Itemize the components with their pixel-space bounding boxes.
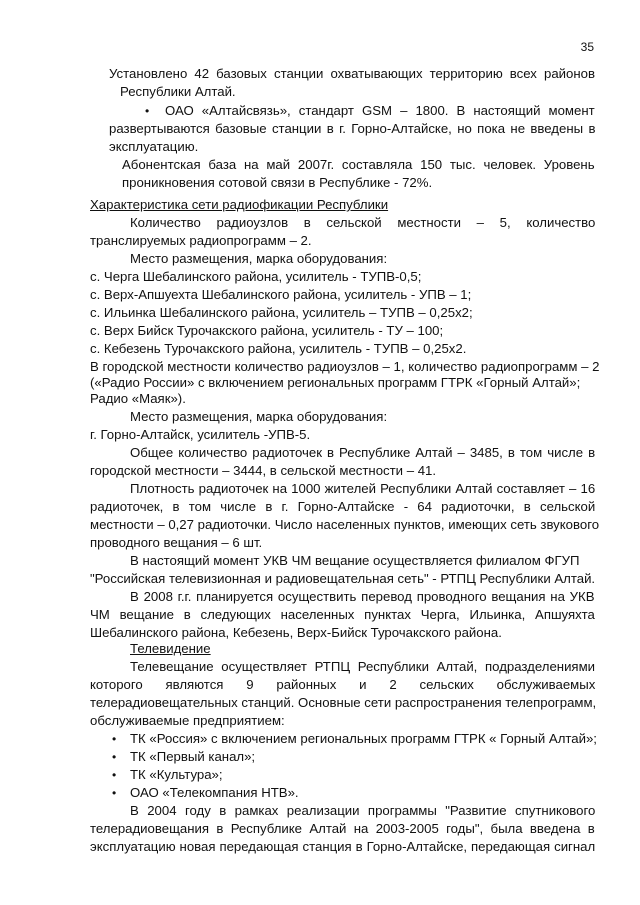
- plan-line-2: ЧМ вещание в следующих населенных пунктах Черга, Ильинка, Апшуяхта: [90, 607, 595, 622]
- tv-line-1: Телевещание осуществляет РТПЦ Республики Алтай, подразделениями: [130, 659, 596, 674]
- density-line-4: проводного вещания – 6 шт.: [90, 535, 263, 550]
- radio-station-item: с. Черга Шебалинского района, усилитель - ТУПВ-0,5;: [90, 269, 422, 284]
- tv-section-heading: Телевидение: [130, 641, 211, 656]
- ukv-line-1: В настоящий момент УКВ ЧМ вещание осуществляется филиалом ФГУП: [130, 553, 580, 568]
- bullet-icon: •: [112, 732, 117, 746]
- plan-line-1: В 2008 г.г. планируется осуществить перевод проводного вещания на УКВ: [130, 589, 595, 604]
- urban-line-3: Радио «Маяк»).: [90, 391, 186, 406]
- intro-line-2: Республики Алтай.: [120, 84, 236, 99]
- bullet-icon: •: [112, 768, 117, 782]
- radio-line-3: Место размещения, марка оборудования:: [130, 251, 388, 266]
- ukv-line-2: "Российская телевизионная и радиовещательная сеть" - РТПЦ Республики Алтай.: [90, 571, 596, 586]
- intro-line-1: Установлено 42 базовых станции охватывающих территорию всех районов: [109, 66, 595, 81]
- radio-station-item: с. Верх Бийск Турочакского района, усилитель - ТУ – 100;: [90, 323, 444, 338]
- satellite-line-1: В 2004 году в рамках реализации программы "Развитие спутникового: [130, 803, 596, 818]
- tv-channel-item: ТК «Россия» с включением региональных программ ГТРК « Горный Алтай»;: [130, 731, 597, 746]
- density-line-1: Плотность радиоточек на 1000 жителей Республики Алтай составляет – 16: [130, 481, 596, 496]
- radio-station-item: с. Верх-Апшуехта Шебалинского района, усилитель - УПВ – 1;: [90, 287, 472, 302]
- density-line-2: радиоточек, в том числе в г. Горно-Алтайске - 64 радиоточки, в сельской: [90, 499, 596, 514]
- tv-channel-item: ТК «Первый канал»;: [130, 749, 256, 764]
- total-line-2: городской местности – 3444, в сельской местности – 41.: [90, 463, 437, 478]
- subscribers-line-1: Абонентская база на май 2007г. составляла 150 тыс. человек. Уровень: [122, 157, 595, 172]
- bullet-icon: •: [112, 786, 117, 800]
- altaisvyaz-line-1: ОАО «Алтайсвязь», стандарт GSM – 1800. В настоящий момент: [165, 103, 595, 118]
- radio-station-item: с. Кебезень Турочакского района, усилитель - ТУПВ – 0,25х2.: [90, 341, 467, 356]
- tv-line-3: телерадиовещательных станций. Основные сети распространения телепрограмм,: [90, 695, 597, 710]
- density-line-3: местности – 0,27 радиоточки. Число населенных пунктов, имеющих сеть звукового: [90, 517, 600, 532]
- page-number: 35: [580, 40, 594, 54]
- radio-line-1: Количество радиоузлов в сельской местности – 5, количество: [130, 215, 596, 230]
- satellite-line-2: телерадиовещания в Республике Алтай на 2003-2005 годы", была введена в: [90, 821, 595, 836]
- urban-station-item: г. Горно-Алтайск, усилитель -УПВ-5.: [90, 427, 311, 442]
- radio-section-heading: Характеристика сети радиофикации Республики: [90, 197, 389, 212]
- total-line-1: Общее количество радиоточек в Республике Алтай – 3485, в том числе в: [130, 445, 596, 460]
- bullet-icon: •: [112, 750, 117, 764]
- radio-station-item: с. Ильинка Шебалинского района, усилитель – ТУПВ – 0,25х2;: [90, 305, 473, 320]
- altaisvyaz-line-3: эксплуатацию.: [109, 139, 199, 154]
- tv-channel-item: ТК «Культура»;: [130, 767, 223, 782]
- bullet-icon: •: [145, 104, 150, 118]
- altaisvyaz-line-2: развертываются базовые станции в г. Горно-Алтайске, но пока не введены в: [109, 121, 596, 136]
- satellite-line-3: эксплуатацию новая передающая станция в Горно-Алтайске, передающая сигнал: [90, 839, 596, 854]
- radio-line-2: транслируемых радиопрограмм – 2.: [90, 233, 312, 248]
- urban-line-1: В городской местности количество радиоузлов – 1, количество радиопрограмм – 2: [90, 359, 600, 374]
- tv-line-2: которого являются 9 районных и 2 сельских обслуживаемых: [90, 677, 596, 692]
- tv-channel-item: ОАО «Телекомпания НТВ».: [130, 785, 299, 800]
- tv-line-4: обслуживаемые предприятием:: [90, 713, 285, 728]
- urban-line-2: («Радио России» с включением региональных программ ГТРК «Горный Алтай»;: [90, 375, 581, 390]
- subscribers-line-2: проникновения сотовой связи в Республике - 72%.: [122, 175, 433, 190]
- urban-place-label: Место размещения, марка оборудования:: [130, 409, 388, 424]
- plan-line-3: Шебалинского района, Кебезень, Верх-Бийск Турочакского района.: [90, 625, 502, 640]
